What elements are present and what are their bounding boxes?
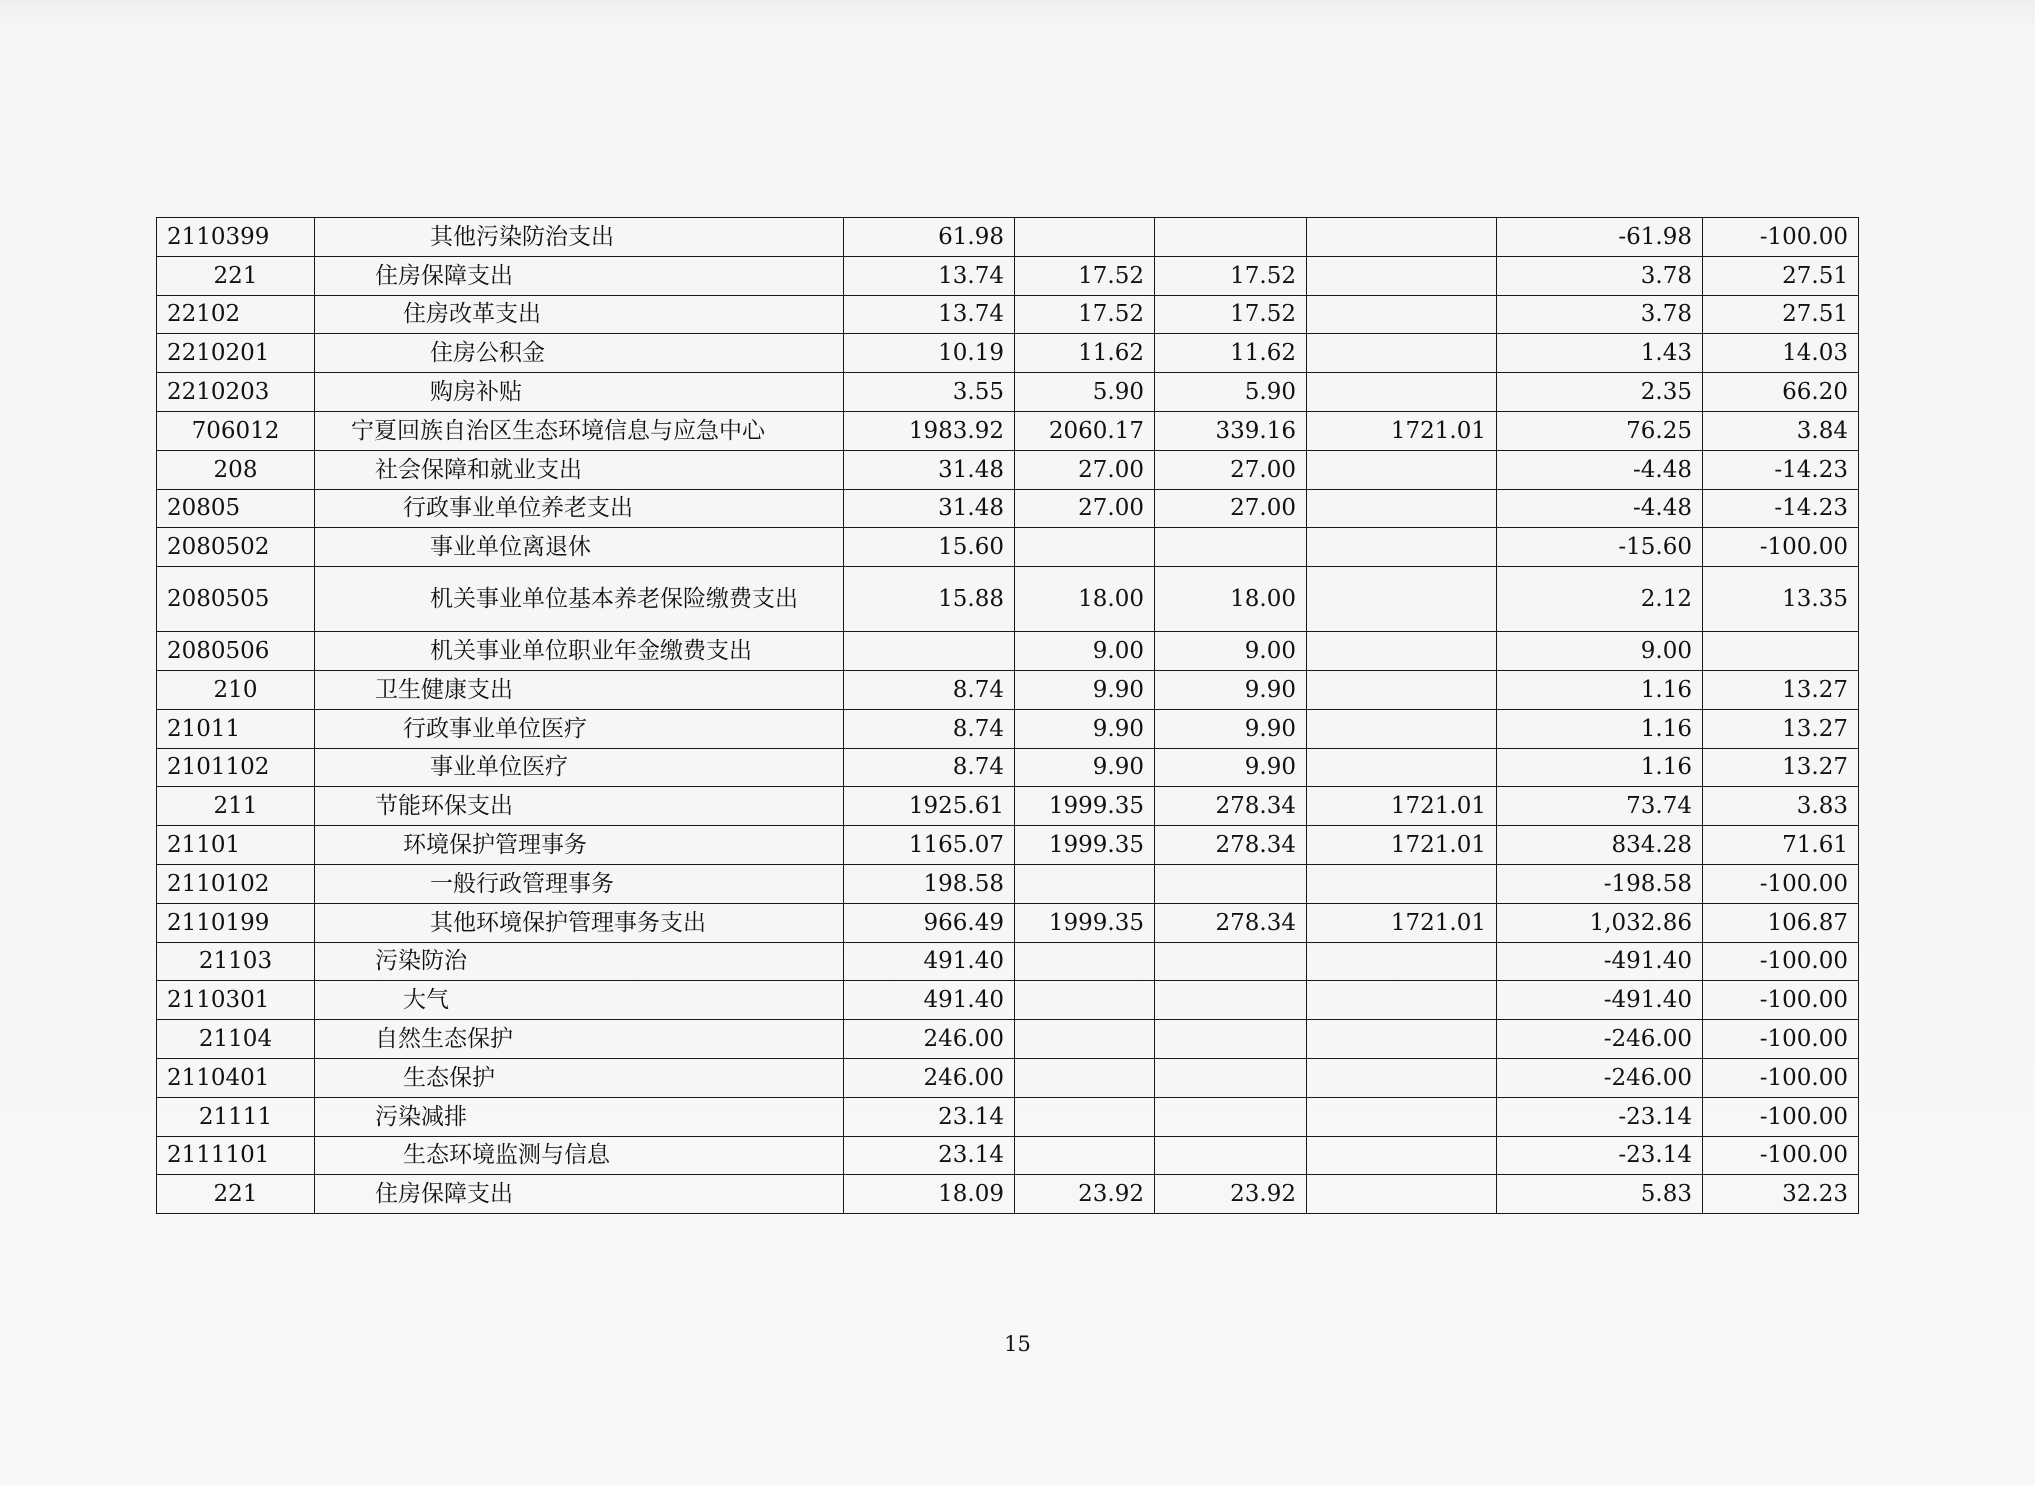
table-row — [157, 709, 1859, 748]
amount-cell-v5: 76.25 — [1497, 411, 1703, 450]
amount-cell-v2 — [1015, 864, 1155, 903]
subject-code-cell: 706012 — [157, 411, 315, 450]
budget-table — [156, 217, 1859, 1214]
amount-cell-v3: 23.92 — [1155, 1175, 1307, 1214]
amount-cell-v5: 2.35 — [1497, 373, 1703, 412]
amount-cell-v2: 1999.35 — [1015, 787, 1155, 826]
amount-cell-v2 — [1015, 1097, 1155, 1136]
amount-cell-v2 — [1015, 981, 1155, 1020]
amount-cell-v4 — [1307, 567, 1497, 632]
amount-cell-v5: 2.12 — [1497, 567, 1703, 632]
amount-cell-v4 — [1307, 942, 1497, 981]
amount-cell-v6: 14.03 — [1703, 334, 1859, 373]
table-row — [157, 489, 1859, 528]
subject-name-cell: 机关事业单位职业年金缴费支出 — [315, 632, 844, 671]
subject-name-cell: 购房补贴 — [315, 373, 844, 412]
amount-cell-v3: 278.34 — [1155, 787, 1307, 826]
amount-cell-v4 — [1307, 528, 1497, 567]
subject-code-cell: 210 — [157, 670, 315, 709]
amount-cell-v4 — [1307, 1175, 1497, 1214]
subject-name-cell: 污染防治 — [315, 942, 844, 981]
amount-cell-v2: 2060.17 — [1015, 411, 1155, 450]
amount-cell-v6: -100.00 — [1703, 1058, 1859, 1097]
amount-cell-v3 — [1155, 981, 1307, 1020]
subject-name-cell: 大气 — [315, 981, 844, 1020]
subject-code-cell: 221 — [157, 256, 315, 295]
amount-cell-v3: 17.52 — [1155, 295, 1307, 334]
amount-cell-v1: 8.74 — [844, 670, 1015, 709]
amount-cell-v1: 491.40 — [844, 981, 1015, 1020]
amount-cell-v2: 9.90 — [1015, 748, 1155, 787]
subject-name-cell: 节能环保支出 — [315, 787, 844, 826]
amount-cell-v5: -4.48 — [1497, 450, 1703, 489]
amount-cell-v4 — [1307, 334, 1497, 373]
table-row — [157, 256, 1859, 295]
subject-name-cell: 行政事业单位医疗 — [315, 709, 844, 748]
amount-cell-v6 — [1703, 632, 1859, 671]
amount-cell-v5: -491.40 — [1497, 981, 1703, 1020]
subject-name-cell: 自然生态保护 — [315, 1020, 844, 1059]
subject-name-cell: 住房保障支出 — [315, 256, 844, 295]
subject-code-cell: 21111 — [157, 1097, 315, 1136]
amount-cell-v6: 66.20 — [1703, 373, 1859, 412]
subject-name-cell: 宁夏回族自治区生态环境信息与应急中心 — [315, 411, 844, 450]
subject-name-cell: 住房改革支出 — [315, 295, 844, 334]
amount-cell-v3 — [1155, 528, 1307, 567]
amount-cell-v2 — [1015, 1136, 1155, 1175]
amount-cell-v2 — [1015, 528, 1155, 567]
amount-cell-v5: -246.00 — [1497, 1058, 1703, 1097]
amount-cell-v6: -100.00 — [1703, 1097, 1859, 1136]
amount-cell-v3 — [1155, 864, 1307, 903]
amount-cell-v6: 71.61 — [1703, 826, 1859, 865]
amount-cell-v5: 73.74 — [1497, 787, 1703, 826]
amount-cell-v6: 32.23 — [1703, 1175, 1859, 1214]
amount-cell-v5: 834.28 — [1497, 826, 1703, 865]
subject-code-cell: 2110401 — [157, 1058, 315, 1097]
amount-cell-v3: 27.00 — [1155, 450, 1307, 489]
amount-cell-v2: 27.00 — [1015, 450, 1155, 489]
amount-cell-v1: 15.88 — [844, 567, 1015, 632]
amount-cell-v1: 31.48 — [844, 450, 1015, 489]
amount-cell-v3 — [1155, 1020, 1307, 1059]
amount-cell-v4 — [1307, 1020, 1497, 1059]
table-row — [157, 942, 1859, 981]
amount-cell-v1: 23.14 — [844, 1097, 1015, 1136]
amount-cell-v1: 198.58 — [844, 864, 1015, 903]
amount-cell-v6: 27.51 — [1703, 295, 1859, 334]
amount-cell-v3: 278.34 — [1155, 826, 1307, 865]
subject-code-cell: 21101 — [157, 826, 315, 865]
subject-code-cell: 21104 — [157, 1020, 315, 1059]
subject-code-cell: 2080505 — [157, 567, 315, 632]
amount-cell-v4: 1721.01 — [1307, 903, 1497, 942]
subject-code-cell: 21011 — [157, 709, 315, 748]
amount-cell-v1: 1925.61 — [844, 787, 1015, 826]
amount-cell-v5: -198.58 — [1497, 864, 1703, 903]
subject-code-cell: 21103 — [157, 942, 315, 981]
subject-name-cell: 住房保障支出 — [315, 1175, 844, 1214]
amount-cell-v3: 18.00 — [1155, 567, 1307, 632]
amount-cell-v5: 5.83 — [1497, 1175, 1703, 1214]
subject-name-cell: 住房公积金 — [315, 334, 844, 373]
amount-cell-v5: -61.98 — [1497, 218, 1703, 257]
table-row — [157, 1175, 1859, 1214]
amount-cell-v4 — [1307, 670, 1497, 709]
amount-cell-v4 — [1307, 632, 1497, 671]
amount-cell-v2: 17.52 — [1015, 295, 1155, 334]
table-row — [157, 528, 1859, 567]
amount-cell-v1: 966.49 — [844, 903, 1015, 942]
amount-cell-v5: 1.16 — [1497, 748, 1703, 787]
amount-cell-v3: 5.90 — [1155, 373, 1307, 412]
amount-cell-v1: 13.74 — [844, 295, 1015, 334]
subject-code-cell: 2111101 — [157, 1136, 315, 1175]
amount-cell-v4 — [1307, 709, 1497, 748]
table-row — [157, 903, 1859, 942]
amount-cell-v5: 1.16 — [1497, 670, 1703, 709]
amount-cell-v5: -246.00 — [1497, 1020, 1703, 1059]
amount-cell-v2: 9.00 — [1015, 632, 1155, 671]
table-row — [157, 670, 1859, 709]
table-row — [157, 1020, 1859, 1059]
table-row — [157, 981, 1859, 1020]
amount-cell-v5: -4.48 — [1497, 489, 1703, 528]
subject-name-cell: 其他环境保护管理事务支出 — [315, 903, 844, 942]
amount-cell-v1: 3.55 — [844, 373, 1015, 412]
amount-cell-v5: 1.43 — [1497, 334, 1703, 373]
table-row — [157, 295, 1859, 334]
subject-name-cell: 生态保护 — [315, 1058, 844, 1097]
amount-cell-v6: 13.35 — [1703, 567, 1859, 632]
amount-cell-v2: 18.00 — [1015, 567, 1155, 632]
amount-cell-v1 — [844, 632, 1015, 671]
amount-cell-v4: 1721.01 — [1307, 826, 1497, 865]
subject-name-cell: 事业单位离退休 — [315, 528, 844, 567]
amount-cell-v1: 13.74 — [844, 256, 1015, 295]
amount-cell-v3: 9.90 — [1155, 670, 1307, 709]
amount-cell-v1: 31.48 — [844, 489, 1015, 528]
amount-cell-v4 — [1307, 1136, 1497, 1175]
amount-cell-v4 — [1307, 981, 1497, 1020]
amount-cell-v3: 9.90 — [1155, 748, 1307, 787]
amount-cell-v3: 278.34 — [1155, 903, 1307, 942]
amount-cell-v6: 27.51 — [1703, 256, 1859, 295]
subject-code-cell: 208 — [157, 450, 315, 489]
amount-cell-v3: 27.00 — [1155, 489, 1307, 528]
amount-cell-v2: 1999.35 — [1015, 826, 1155, 865]
table-row — [157, 411, 1859, 450]
amount-cell-v3: 11.62 — [1155, 334, 1307, 373]
table-row — [157, 1058, 1859, 1097]
amount-cell-v5: 1,032.86 — [1497, 903, 1703, 942]
amount-cell-v4 — [1307, 256, 1497, 295]
amount-cell-v6: -100.00 — [1703, 1020, 1859, 1059]
amount-cell-v5: -23.14 — [1497, 1136, 1703, 1175]
amount-cell-v4: 1721.01 — [1307, 787, 1497, 826]
amount-cell-v1: 491.40 — [844, 942, 1015, 981]
amount-cell-v2: 9.90 — [1015, 670, 1155, 709]
amount-cell-v2 — [1015, 1020, 1155, 1059]
amount-cell-v5: 1.16 — [1497, 709, 1703, 748]
table-row — [157, 567, 1859, 632]
subject-code-cell: 2110199 — [157, 903, 315, 942]
amount-cell-v2 — [1015, 1058, 1155, 1097]
subject-code-cell: 2101102 — [157, 748, 315, 787]
table-row — [157, 334, 1859, 373]
amount-cell-v5: -491.40 — [1497, 942, 1703, 981]
subject-name-cell: 污染减排 — [315, 1097, 844, 1136]
amount-cell-v1: 246.00 — [844, 1058, 1015, 1097]
amount-cell-v1: 10.19 — [844, 334, 1015, 373]
amount-cell-v1: 246.00 — [844, 1020, 1015, 1059]
amount-cell-v1: 1165.07 — [844, 826, 1015, 865]
amount-cell-v3 — [1155, 218, 1307, 257]
amount-cell-v5: 3.78 — [1497, 256, 1703, 295]
amount-cell-v4 — [1307, 450, 1497, 489]
amount-cell-v4 — [1307, 1097, 1497, 1136]
amount-cell-v1: 1983.92 — [844, 411, 1015, 450]
table-body — [157, 218, 1859, 1214]
amount-cell-v2: 11.62 — [1015, 334, 1155, 373]
amount-cell-v1: 8.74 — [844, 748, 1015, 787]
table-row — [157, 787, 1859, 826]
amount-cell-v4 — [1307, 748, 1497, 787]
amount-cell-v3 — [1155, 1097, 1307, 1136]
amount-cell-v6: -100.00 — [1703, 981, 1859, 1020]
amount-cell-v1: 61.98 — [844, 218, 1015, 257]
amount-cell-v4 — [1307, 864, 1497, 903]
subject-name-cell: 生态环境监测与信息 — [315, 1136, 844, 1175]
subject-code-cell: 2210201 — [157, 334, 315, 373]
subject-code-cell: 2110102 — [157, 864, 315, 903]
subject-code-cell: 20805 — [157, 489, 315, 528]
subject-name-cell: 其他污染防治支出 — [315, 218, 844, 257]
table-row — [157, 373, 1859, 412]
table-row — [157, 864, 1859, 903]
amount-cell-v3: 9.90 — [1155, 709, 1307, 748]
amount-cell-v2: 1999.35 — [1015, 903, 1155, 942]
amount-cell-v4 — [1307, 373, 1497, 412]
page-number: 15 — [1004, 1332, 1031, 1356]
amount-cell-v2: 17.52 — [1015, 256, 1155, 295]
table-row — [157, 748, 1859, 787]
amount-cell-v2: 27.00 — [1015, 489, 1155, 528]
subject-code-cell: 22102 — [157, 295, 315, 334]
subject-code-cell: 2210203 — [157, 373, 315, 412]
subject-code-cell: 2110399 — [157, 218, 315, 257]
amount-cell-v6: -14.23 — [1703, 450, 1859, 489]
amount-cell-v6: -14.23 — [1703, 489, 1859, 528]
subject-code-cell: 211 — [157, 787, 315, 826]
subject-code-cell: 2080506 — [157, 632, 315, 671]
amount-cell-v1: 15.60 — [844, 528, 1015, 567]
subject-name-text: 机关事业单位基本养老保险缴费支出 — [430, 586, 798, 613]
subject-name-cell: 环境保护管理事务 — [315, 826, 844, 865]
amount-cell-v2 — [1015, 218, 1155, 257]
subject-name-cell: 社会保障和就业支出 — [315, 450, 844, 489]
amount-cell-v4 — [1307, 489, 1497, 528]
amount-cell-v6: 13.27 — [1703, 670, 1859, 709]
amount-cell-v6: -100.00 — [1703, 528, 1859, 567]
amount-cell-v6: -100.00 — [1703, 942, 1859, 981]
amount-cell-v1: 23.14 — [844, 1136, 1015, 1175]
amount-cell-v3 — [1155, 942, 1307, 981]
table-row — [157, 450, 1859, 489]
amount-cell-v6: 13.27 — [1703, 709, 1859, 748]
amount-cell-v3 — [1155, 1058, 1307, 1097]
table-row — [157, 218, 1859, 257]
amount-cell-v6: 13.27 — [1703, 748, 1859, 787]
amount-cell-v1: 8.74 — [844, 709, 1015, 748]
amount-cell-v2: 9.90 — [1015, 709, 1155, 748]
amount-cell-v1: 18.09 — [844, 1175, 1015, 1214]
amount-cell-v4 — [1307, 218, 1497, 257]
amount-cell-v6: -100.00 — [1703, 864, 1859, 903]
amount-cell-v6: 3.83 — [1703, 787, 1859, 826]
amount-cell-v3: 9.00 — [1155, 632, 1307, 671]
amount-cell-v6: 106.87 — [1703, 903, 1859, 942]
subject-code-cell: 2080502 — [157, 528, 315, 567]
amount-cell-v5: -15.60 — [1497, 528, 1703, 567]
subject-name-cell: 卫生健康支出 — [315, 670, 844, 709]
subject-code-cell: 221 — [157, 1175, 315, 1214]
amount-cell-v3 — [1155, 1136, 1307, 1175]
subject-name-cell: 一般行政管理事务 — [315, 864, 844, 903]
amount-cell-v6: 3.84 — [1703, 411, 1859, 450]
subject-name-cell: 事业单位医疗 — [315, 748, 844, 787]
amount-cell-v6: -100.00 — [1703, 218, 1859, 257]
subject-name-cell — [315, 567, 844, 632]
amount-cell-v2: 23.92 — [1015, 1175, 1155, 1214]
amount-cell-v5: 9.00 — [1497, 632, 1703, 671]
amount-cell-v6: -100.00 — [1703, 1136, 1859, 1175]
amount-cell-v4 — [1307, 295, 1497, 334]
subject-code-cell: 2110301 — [157, 981, 315, 1020]
amount-cell-v5: -23.14 — [1497, 1097, 1703, 1136]
amount-cell-v5: 3.78 — [1497, 295, 1703, 334]
amount-cell-v4: 1721.01 — [1307, 411, 1497, 450]
table-row — [157, 1136, 1859, 1175]
amount-cell-v3: 339.16 — [1155, 411, 1307, 450]
amount-cell-v2: 5.90 — [1015, 373, 1155, 412]
table-row — [157, 826, 1859, 865]
amount-cell-v4 — [1307, 1058, 1497, 1097]
subject-name-cell: 行政事业单位养老支出 — [315, 489, 844, 528]
amount-cell-v2 — [1015, 942, 1155, 981]
table-row — [157, 1097, 1859, 1136]
amount-cell-v3: 17.52 — [1155, 256, 1307, 295]
table-row — [157, 632, 1859, 671]
